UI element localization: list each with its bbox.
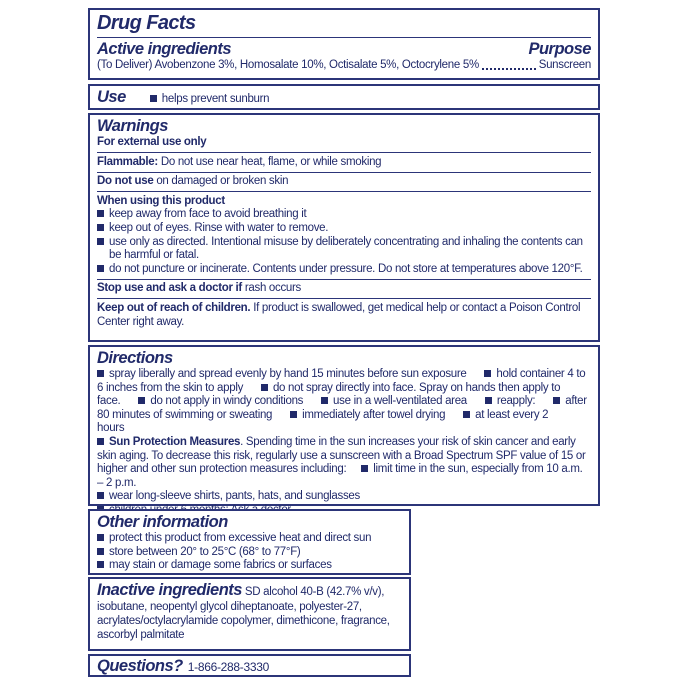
direction-item-text: limit time in the sun, especially from 10 a.m. – 2 p.m. (97, 463, 583, 489)
keep-out-rest: If product is swallowed, get medical help or contact a Poison Control Center right away. (97, 301, 581, 328)
inactive-ingredients-panel (88, 577, 411, 651)
other-information-panel (88, 509, 411, 575)
other-item-text: protect this product from excessive heat and direct sun (109, 532, 372, 544)
warning-item (97, 222, 591, 236)
flammable-text (97, 156, 591, 170)
section-divider (97, 298, 591, 299)
section-divider (97, 37, 591, 38)
bullet-square-icon (97, 438, 104, 445)
section-divider (97, 172, 591, 173)
direction-item (321, 395, 467, 407)
bullet-square-icon (97, 548, 104, 555)
directions-panel (88, 345, 600, 506)
use-item (150, 93, 270, 107)
dotted-leader (482, 68, 536, 70)
bullet-square-icon (321, 397, 328, 404)
bullet-square-icon (97, 370, 104, 377)
external-use-text: For external use only (97, 136, 207, 148)
direction-item-text: hold container 4 to 6 inches from the skin to apply (97, 368, 586, 394)
bullet-square-icon (97, 561, 104, 568)
direction-item-text: wear long-sleeve shirts, pants, hats, and sunglasses (109, 490, 360, 503)
direction-item (97, 368, 467, 380)
other-item-text: may stain or damage some fabrics or surfaces (109, 559, 332, 572)
active-ingredients-heading: Active ingredients (97, 40, 232, 58)
bullet-square-icon (97, 224, 104, 231)
active-ingredients-line: (To Deliver) Avobenzone 3%, Homosalate 10%, Octisalate 5%, Octocrylene 5% (97, 59, 479, 71)
warnings-panel (88, 113, 600, 342)
inactive-ingredients-text (97, 581, 402, 642)
bullet-square-icon (261, 384, 268, 391)
sun-protection-rest: . Spending time in the sun increases your risk of skin cancer and early skin aging. To decrease this risk, regularly use a sunscreen with a Broad Spectrum SPF value of 15 or higher and other sun protection measures including: (97, 435, 586, 476)
direction-item-text: use in a well-ventilated area (333, 395, 467, 408)
warning-item (97, 208, 591, 222)
direction-item-text: reapply: (496, 395, 536, 408)
bullet-square-icon (97, 492, 104, 499)
sun-protection-text (97, 436, 591, 490)
direction-item (138, 395, 303, 407)
drug-facts-title: Drug Facts (97, 12, 196, 34)
direction-item (485, 395, 536, 407)
stop-use-text (97, 282, 591, 296)
drug-facts-panel (88, 8, 600, 80)
purpose-heading: Purpose (528, 40, 591, 58)
keep-out-lead: Keep out of reach of children. (97, 301, 251, 314)
warning-item-text: keep away from face to avoid breathing it (109, 208, 307, 221)
bullet-square-icon (361, 465, 368, 472)
do-not-use-text (97, 175, 591, 189)
stop-use-lead: Stop use and ask a doctor if (97, 282, 242, 295)
bullet-square-icon (485, 397, 492, 404)
section-divider (97, 191, 591, 192)
bullet-square-icon (97, 238, 104, 245)
direction-item (97, 490, 591, 504)
section-divider (97, 279, 591, 280)
bullet-square-icon (97, 265, 104, 272)
other-item (97, 532, 402, 546)
direction-item-text: after 80 minutes of swimming or sweating (97, 395, 587, 421)
flammable-rest: Do not use near heat, flame, or while smoking (157, 155, 382, 168)
do-not-use-rest: on damaged or broken skin (153, 175, 289, 188)
direction-item-text: spray liberally and spread evenly by hand 15 minutes before sun exposure (109, 368, 467, 380)
use-panel (88, 84, 600, 110)
direction-item-text: do not spray directly into face. Spray on hands then apply to face. (97, 381, 561, 408)
purpose-value: Sunscreen (538, 59, 591, 71)
bullet-square-icon (463, 411, 470, 418)
warnings-heading: Warnings (97, 117, 168, 135)
stop-use-rest: rash occurs (241, 282, 302, 295)
sun-protection-lead: Sun Protection Measures (109, 435, 241, 448)
directions-flow (97, 368, 591, 436)
questions-panel (88, 654, 411, 677)
bullet-square-icon (138, 397, 145, 404)
bullet-square-icon (290, 411, 297, 418)
questions-phone: 1-866-288-3330 (187, 660, 269, 674)
use-item-text: helps prevent sunburn (161, 93, 270, 105)
other-information-heading: Other information (97, 513, 228, 531)
keep-out-text (97, 302, 591, 329)
flammable-lead: Flammable: (97, 155, 158, 168)
bullet-square-icon (97, 210, 104, 217)
bullet-square-icon (150, 95, 157, 102)
warning-item (97, 236, 591, 263)
when-using-heading: When using this product (97, 194, 225, 207)
other-item-text: store between 20° to 25°C (68° to 77°F) (109, 545, 301, 558)
direction-item-text: immediately after towel drying (302, 408, 446, 421)
bullet-square-icon (553, 397, 560, 404)
direction-item-text: do not apply in windy conditions (150, 395, 304, 408)
section-divider (97, 152, 591, 153)
directions-heading: Directions (97, 349, 173, 367)
inactive-ingredients-heading: Inactive ingredients (97, 581, 242, 599)
warning-item-text: keep out of eyes. Rinse with water to remove. (109, 221, 329, 234)
other-item (97, 559, 402, 573)
bullet-square-icon (484, 370, 491, 377)
do-not-use-lead: Do not use (97, 175, 154, 188)
questions-heading: Questions? (97, 657, 183, 675)
direction-item-text: at least every 2 hours (97, 408, 549, 435)
inactive-ingredients-list: SD alcohol 40-B (42.7% v/v), isobutane, neopentyl glycol diheptanoate, polyester-27, acrylates/octylacrylamide copolymer, dimethicone, fragrance, ascorbyl palmitate (97, 586, 390, 641)
other-item (97, 546, 402, 560)
warning-item-text: use only as directed. Intentional misuse by deliberately concentrating and inhaling the contents can be harmful or fatal. (109, 235, 583, 262)
warning-item-text: do not puncture or incinerate. Contents under pressure. Do not store at temperatures above 120°F. (109, 262, 583, 275)
use-heading: Use (97, 88, 126, 106)
direction-item (290, 409, 445, 421)
warning-item (97, 263, 591, 277)
bullet-square-icon (97, 534, 104, 541)
